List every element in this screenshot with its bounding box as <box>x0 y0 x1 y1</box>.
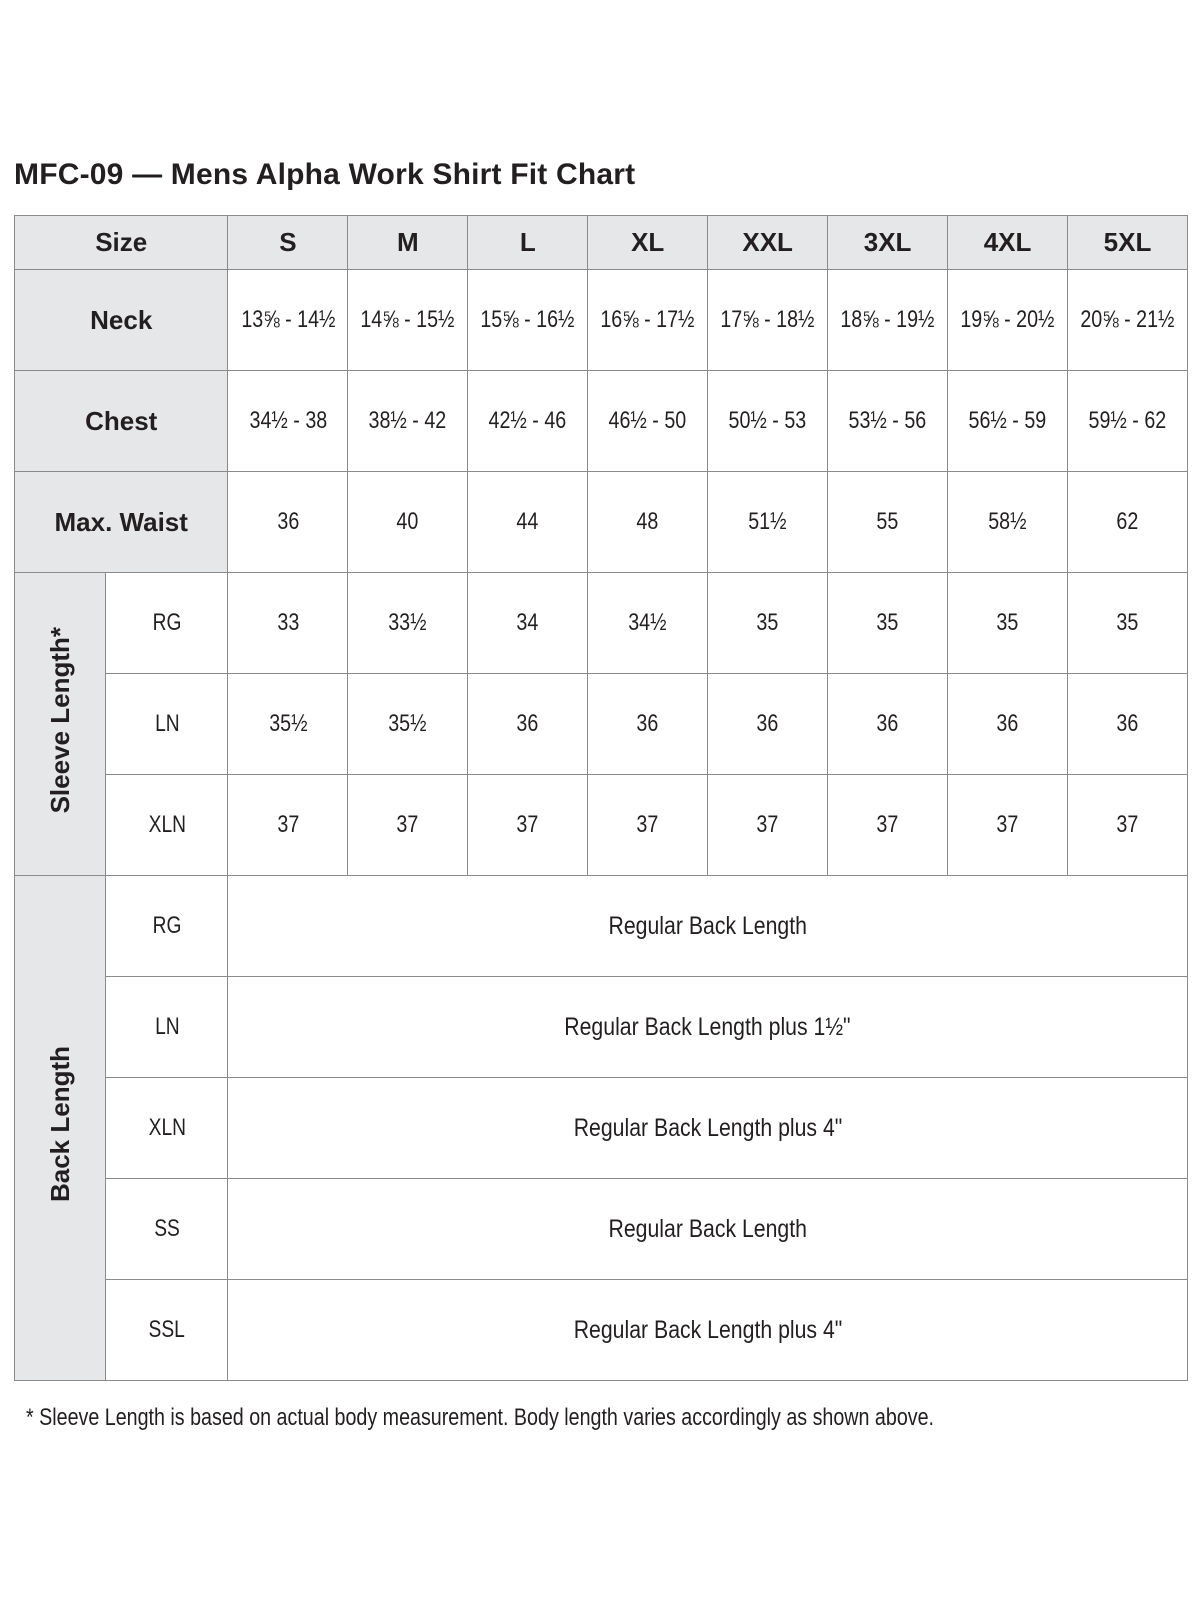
table-cell: 35 <box>1068 573 1188 674</box>
back-row <box>15 1280 1188 1381</box>
size-header-cell: XXL <box>708 216 828 270</box>
table-cell: 33½ <box>348 573 468 674</box>
size-header-cell: M <box>348 216 468 270</box>
neck-label: Neck <box>15 270 228 371</box>
table-cell: 18⅝ - 19½ <box>828 270 948 371</box>
back-length-cell: Regular Back Length plus 4" <box>228 1078 1188 1179</box>
size-header-cell: L <box>468 216 588 270</box>
waist-row <box>15 472 1188 573</box>
fit-chart-table <box>14 215 1188 1381</box>
sleeve-row <box>15 573 1188 674</box>
back-sublabel: RG <box>106 876 228 977</box>
table-cell: 36 <box>828 674 948 775</box>
table-cell: 37 <box>1068 775 1188 876</box>
table-cell: 17⅝ - 18½ <box>708 270 828 371</box>
size-header-cell: 5XL <box>1068 216 1188 270</box>
table-cell: 35 <box>708 573 828 674</box>
table-cell: 37 <box>348 775 468 876</box>
table-cell: 37 <box>708 775 828 876</box>
table-cell: 33 <box>228 573 348 674</box>
table-cell: 51½ <box>708 472 828 573</box>
table-cell: 16⅝ - 17½ <box>588 270 708 371</box>
table-cell: 55 <box>828 472 948 573</box>
footnote: * Sleeve Length is based on actual body measurement. Body length varies accordingly as shown above. <box>26 1404 935 1431</box>
size-header-cell: 4XL <box>948 216 1068 270</box>
table-cell: 35 <box>948 573 1068 674</box>
table-cell: 42½ - 46 <box>468 371 588 472</box>
page-title: MFC-09 — Mens Alpha Work Shirt Fit Chart <box>14 158 636 191</box>
table-cell: 36 <box>948 674 1068 775</box>
back-row <box>15 1078 1188 1179</box>
table-cell: 48 <box>588 472 708 573</box>
table-cell: 46½ - 50 <box>588 371 708 472</box>
sleeve-row <box>15 775 1188 876</box>
back-sublabel: LN <box>106 977 228 1078</box>
table-cell: 19⅝ - 20½ <box>948 270 1068 371</box>
table-cell: 37 <box>588 775 708 876</box>
table-cell: 20⅝ - 21½ <box>1068 270 1188 371</box>
sleeve-sublabel: RG <box>106 573 228 674</box>
back-row <box>15 1179 1188 1280</box>
table-cell: 15⅝ - 16½ <box>468 270 588 371</box>
table-cell: 40 <box>348 472 468 573</box>
table-cell: 59½ - 62 <box>1068 371 1188 472</box>
back-sublabel: SS <box>106 1179 228 1280</box>
table-cell: 13⅝ - 14½ <box>228 270 348 371</box>
size-header-cell: S <box>228 216 348 270</box>
table-cell: 56½ - 59 <box>948 371 1068 472</box>
table-cell: 37 <box>228 775 348 876</box>
table-cell: 35½ <box>228 674 348 775</box>
table-cell: 36 <box>588 674 708 775</box>
table-cell: 34½ <box>588 573 708 674</box>
table-cell: 34½ - 38 <box>228 371 348 472</box>
table-cell: 36 <box>228 472 348 573</box>
back-length-cell: Regular Back Length <box>228 1179 1188 1280</box>
table-cell: 62 <box>1068 472 1188 573</box>
size-header-label: Size <box>15 216 228 270</box>
table-cell: 34 <box>468 573 588 674</box>
back-length-label: Back Length <box>15 876 106 1381</box>
table-cell: 53½ - 56 <box>828 371 948 472</box>
back-length-cell: Regular Back Length <box>228 876 1188 977</box>
waist-label: Max. Waist <box>15 472 228 573</box>
table-cell: 37 <box>468 775 588 876</box>
size-header-cell: 3XL <box>828 216 948 270</box>
chest-label: Chest <box>15 371 228 472</box>
table-cell: 58½ <box>948 472 1068 573</box>
back-row <box>15 977 1188 1078</box>
table-cell: 36 <box>468 674 588 775</box>
table-cell: 37 <box>948 775 1068 876</box>
table-cell: 35 <box>828 573 948 674</box>
sleeve-row <box>15 674 1188 775</box>
neck-row <box>15 270 1188 371</box>
back-sublabel: XLN <box>106 1078 228 1179</box>
table-cell: 14⅝ - 15½ <box>348 270 468 371</box>
size-header-row <box>15 216 1188 270</box>
sleeve-length-label: Sleeve Length* <box>15 573 106 876</box>
back-length-cell: Regular Back Length plus 1½" <box>228 977 1188 1078</box>
table-cell: 35½ <box>348 674 468 775</box>
back-sublabel: SSL <box>106 1280 228 1381</box>
size-header-cell: XL <box>588 216 708 270</box>
table-cell: 44 <box>468 472 588 573</box>
table-cell: 36 <box>1068 674 1188 775</box>
back-row <box>15 876 1188 977</box>
back-length-cell: Regular Back Length plus 4" <box>228 1280 1188 1381</box>
table-cell: 38½ - 42 <box>348 371 468 472</box>
sleeve-sublabel: LN <box>106 674 228 775</box>
table-cell: 50½ - 53 <box>708 371 828 472</box>
table-cell: 37 <box>828 775 948 876</box>
chest-row <box>15 371 1188 472</box>
sleeve-sublabel: XLN <box>106 775 228 876</box>
table-cell: 36 <box>708 674 828 775</box>
